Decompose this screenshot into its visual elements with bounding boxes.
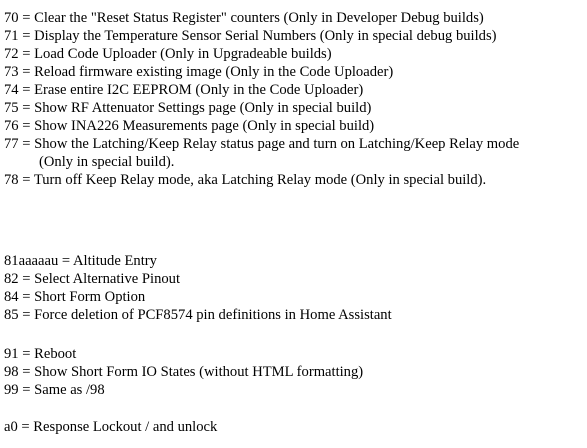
command-73-text: 73 = Reload firmware existing image (Only in the Code Uploader) <box>4 64 394 80</box>
command-91-text: 91 = Reboot <box>4 346 77 362</box>
command-77-text: 77 = Show the Latching/Keep Relay status page and turn on Latching/Keep Relay mode <box>4 136 520 152</box>
command-98-text: 98 = Show Short Form IO States (without HTML formatting) <box>4 364 364 380</box>
command-76-text: 76 = Show INA226 Measurements page (Only in special build) <box>4 118 375 134</box>
command-85-text: 85 = Force deletion of PCF8574 pin definitions in Home Assistant <box>4 307 392 323</box>
command-70-text: 70 = Clear the "Reset Status Register" counters (Only in Developer Debug builds) <box>4 10 484 26</box>
command-75-text: 75 = Show RF Attenuator Settings page (Only in special build) <box>4 100 372 116</box>
command-99-text: 99 = Same as /98 <box>4 382 105 398</box>
command-77-continuation: (Only in special build). <box>39 154 175 170</box>
command-81-text: 81aaaaau = Altitude Entry <box>4 253 157 269</box>
command-71-text: 71 = Display the Temperature Sensor Serial Numbers (Only in special debug builds) <box>4 28 497 44</box>
command-82-text: 82 = Select Alternative Pinout <box>4 271 181 287</box>
command-78-text: 78 = Turn off Keep Relay mode, aka Latching Relay mode (Only in special build). <box>4 172 487 188</box>
command-74-text: 74 = Erase entire I2C EEPROM (Only in the Code Uploader) <box>4 82 364 98</box>
command-a0-text: a0 = Response Lockout / and unlock <box>4 419 218 435</box>
command-72-text: 72 = Load Code Uploader (Only in Upgradeable builds) <box>4 46 332 62</box>
command-84-text: 84 = Short Form Option <box>4 289 146 305</box>
